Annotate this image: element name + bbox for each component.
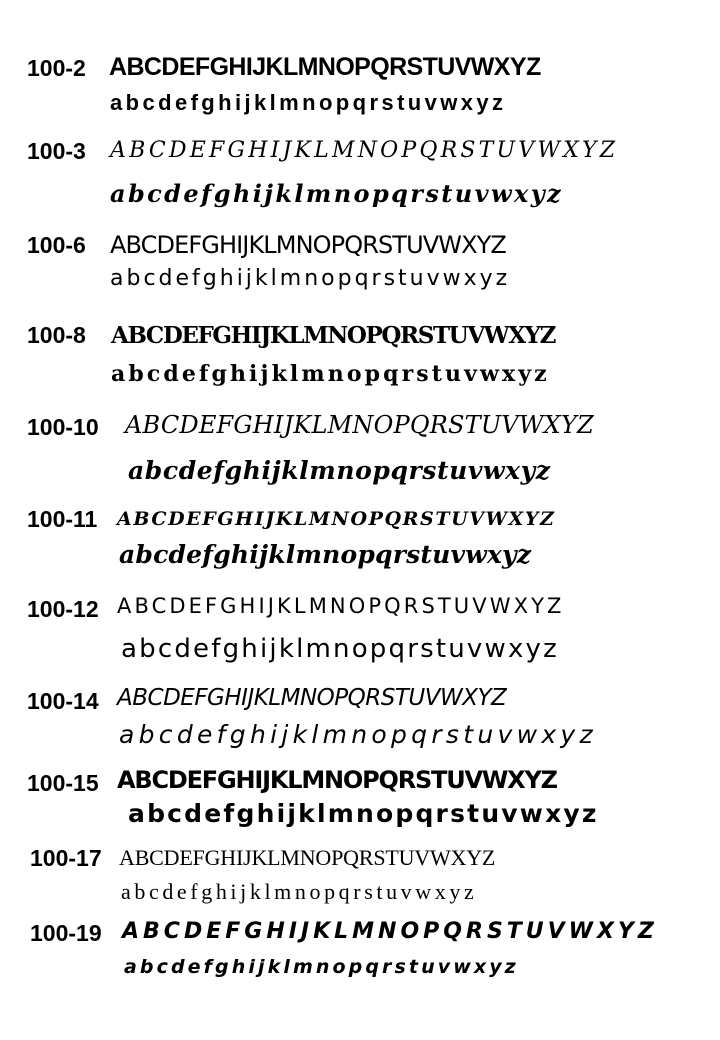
font-code: 100-6 <box>27 232 86 258</box>
lowercase-sample: abcdefghijklmnopqrstuvwxyz <box>124 956 519 978</box>
font-code: 100-17 <box>30 845 102 871</box>
lowercase-sample: abcdefghijklmnopqrstuvwxyz <box>110 266 511 291</box>
uppercase-sample: ABCDEFGHIJKLMNOPQRSTUVWXYZ <box>110 138 619 163</box>
uppercase-sample: ABCDEFGHIJKLMNOPQRSTUVWXYZ <box>117 508 556 530</box>
font-code: 100-8 <box>27 322 86 348</box>
uppercase-sample: ABCDEFGHIJKLMNOPQRSTUVWXYZ <box>122 919 658 944</box>
font-code: 100-3 <box>27 138 86 164</box>
uppercase-sample: ABCDEFGHIJKLMNOPQRSTUVWXYZ <box>109 53 541 81</box>
lowercase-sample: abcdefghijklmnopqrstuvwxyz <box>121 879 478 904</box>
lowercase-sample: abcdefghijklmnopqrstuvwxyz <box>121 634 559 664</box>
uppercase-sample: ABCDEFGHIJKLMNOPQRSTUVWXYZ <box>111 322 556 349</box>
font-code: 100-15 <box>27 770 99 796</box>
uppercase-sample: ABCDEFGHIJKLMNOPQRSTUVWXYZ <box>110 231 506 259</box>
lowercase-sample: abcdefghijklmnopqrstuvwxyz <box>111 361 550 387</box>
font-code: 100-2 <box>27 55 86 81</box>
lowercase-sample: abcdefghijklmnopqrstuvwxyz <box>119 540 532 569</box>
uppercase-sample: ABCDEFGHIJKLMNOPQRSTUVWXYZ <box>117 685 507 711</box>
lowercase-sample: abcdefghijklmnopqrstuvwxyz <box>128 456 551 485</box>
font-code: 100-11 <box>27 506 98 532</box>
font-code: 100-10 <box>27 414 99 440</box>
lowercase-sample: abcdefghijklmnopqrstuvwxyz <box>128 799 599 828</box>
lowercase-sample: abcdefghijklmnopqrstuvwxyz <box>119 720 597 749</box>
uppercase-sample: ABCDEFGHIJKLMNOPQRSTUVWXYZ <box>117 766 557 794</box>
font-code: 100-14 <box>27 688 99 714</box>
uppercase-sample: ABCDEFGHIJKLMNOPQRSTUVWXYZ <box>125 411 594 439</box>
uppercase-sample: ABCDEFGHIJKLMNOPQRSTUVWXYZ <box>119 845 496 870</box>
uppercase-sample: ABCDEFGHIJKLMNOPQRSTUVWXYZ <box>117 594 565 618</box>
lowercase-sample: abcdefghijklmnopqrstuvwxyz <box>110 90 507 115</box>
font-code: 100-19 <box>30 920 102 946</box>
font-code: 100-12 <box>27 596 99 622</box>
lowercase-sample: abcdefghijklmnopqrstuvwxyz <box>110 179 564 208</box>
